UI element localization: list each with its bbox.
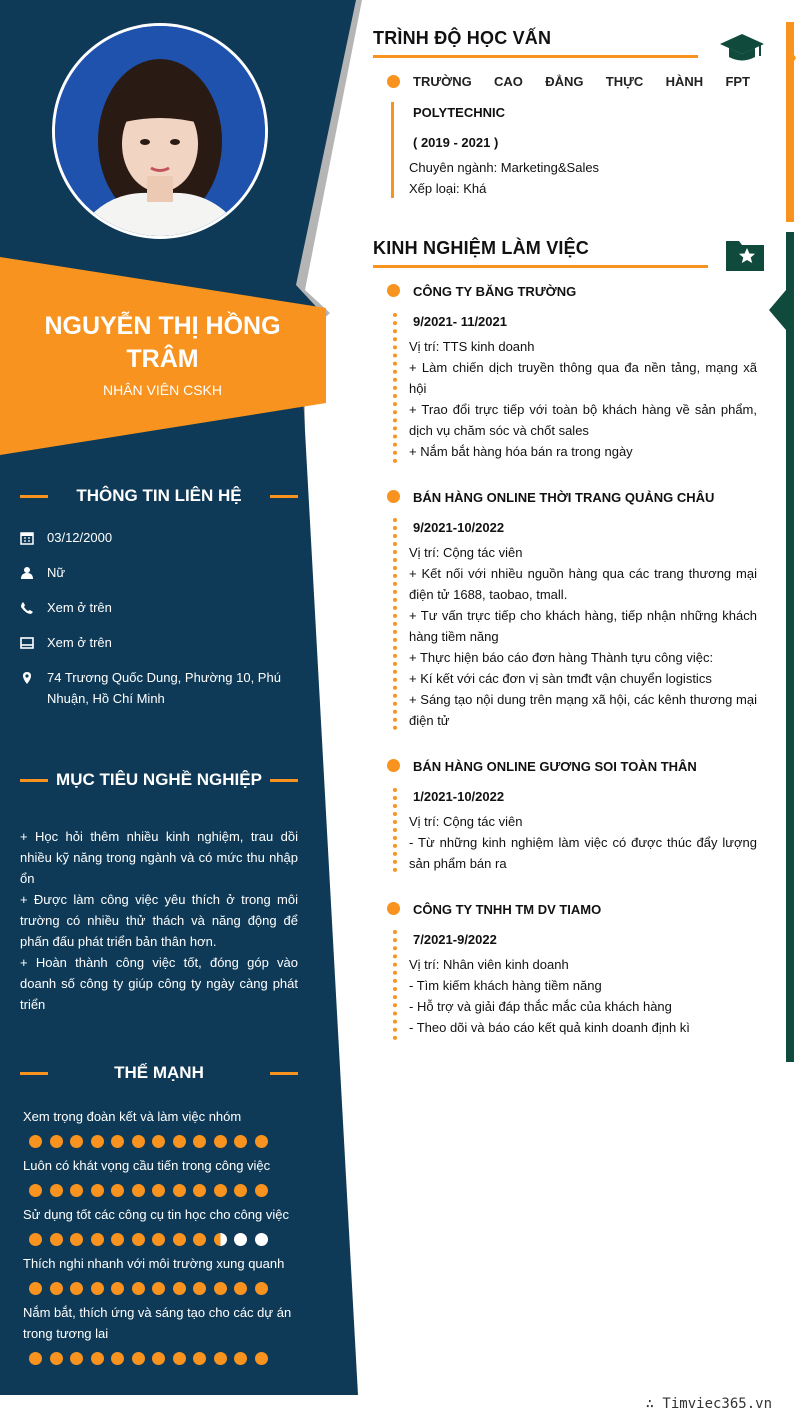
rating-dot xyxy=(70,1135,83,1148)
avatar xyxy=(55,26,265,236)
rating-dot xyxy=(193,1184,206,1197)
rating-dot xyxy=(70,1184,83,1197)
location-icon xyxy=(20,667,47,709)
folder-star-icon xyxy=(725,238,765,277)
experience-underline xyxy=(373,265,708,268)
rating-dot xyxy=(152,1233,165,1246)
job-line: - Từ những kinh nghiệm làm việc có được thúc đẩy lượng sản phẩm bán ra xyxy=(409,835,757,871)
rating-dot xyxy=(234,1282,247,1295)
rating-dot xyxy=(91,1233,104,1246)
experience-heading: KINH NGHIỆM LÀM VIỆC xyxy=(373,238,590,258)
contact-email xyxy=(20,632,300,656)
rating-dot xyxy=(152,1184,165,1197)
rating-dot xyxy=(173,1233,186,1246)
rating-dot xyxy=(234,1135,247,1148)
rating-dot xyxy=(255,1352,268,1365)
job-description xyxy=(409,542,757,731)
job-timeline xyxy=(393,930,397,1040)
avatar-frame xyxy=(52,23,268,239)
rating-dot xyxy=(29,1282,42,1295)
rating-dot xyxy=(214,1233,227,1246)
rating-dot xyxy=(29,1352,42,1365)
email-icon xyxy=(20,632,47,656)
rating-dot xyxy=(50,1184,63,1197)
rating-dot xyxy=(50,1352,63,1365)
job-bullet xyxy=(387,490,400,503)
education-period: ( 2019 - 2021 ) xyxy=(413,135,499,150)
rating-dot xyxy=(29,1184,42,1197)
rating-dot xyxy=(193,1282,206,1295)
heading-bar-right xyxy=(270,1072,298,1075)
job-timeline xyxy=(393,788,397,872)
job-bullet xyxy=(387,902,400,915)
job-line: Vị trí: Cộng tác viên xyxy=(409,545,523,560)
school-word: TRƯỜNG xyxy=(413,74,472,89)
education-bullet xyxy=(387,75,400,88)
job-line: + Sáng tạo nội dung trên mạng xã hội, các kênh thương mại điện tử xyxy=(409,692,757,728)
job-line: + Thực hiện báo cáo đơn hàng Thành tựu công việc: xyxy=(409,650,714,665)
rating-dot xyxy=(111,1135,124,1148)
school-word: THỰC xyxy=(605,74,644,89)
rating-dot xyxy=(111,1352,124,1365)
job-line: Vị trí: TTS kinh doanh xyxy=(409,339,535,354)
rating-dot xyxy=(111,1282,124,1295)
rating-dot xyxy=(70,1352,83,1365)
job-description xyxy=(409,954,757,1038)
watermark: ∴ Timviec365.vn xyxy=(645,1396,772,1412)
job-bullet xyxy=(387,284,400,297)
job-line: + Nắm bắt hàng hóa bán ra trong ngày xyxy=(409,444,633,459)
job-line: + Làm chiến dịch truyền thông qua đa nền tảng, mạng xã hội xyxy=(409,360,757,396)
rating-dot xyxy=(29,1233,42,1246)
strength-rating xyxy=(29,1135,275,1148)
job-bullet xyxy=(387,759,400,772)
rating-dot xyxy=(70,1282,83,1295)
contact-phone xyxy=(20,597,300,621)
strength-rating xyxy=(29,1233,275,1246)
job-period: 7/2021-9/2022 xyxy=(413,932,497,947)
contact-heading xyxy=(20,486,298,506)
rating-dot xyxy=(214,1135,227,1148)
education-major: Chuyên ngành: Marketing&Sales xyxy=(409,160,600,175)
rating-dot xyxy=(214,1282,227,1295)
contact-gender xyxy=(20,562,300,586)
job-company: BÁN HÀNG ONLINE THỜI TRANG QUẢNG CHÂU xyxy=(413,490,715,505)
rating-dot xyxy=(29,1135,42,1148)
portrait-illustration xyxy=(55,26,265,236)
calendar-icon xyxy=(20,527,47,551)
birthday-text: 03/12/2000 xyxy=(47,530,113,545)
rating-dot xyxy=(234,1184,247,1197)
rating-dot xyxy=(132,1184,145,1197)
email-text: Xem ở trên xyxy=(47,635,112,650)
candidate-name: NGUYỄN THỊ HỒNG TRÂM xyxy=(44,312,281,373)
rating-dot xyxy=(193,1352,206,1365)
heading-bar-left xyxy=(20,1072,48,1075)
rating-dot xyxy=(152,1282,165,1295)
rating-dot xyxy=(214,1352,227,1365)
rating-dot xyxy=(50,1233,63,1246)
objective-line: + Được làm công việc yêu thích ở trong môi trường có nhiều thử thách và năng động để phấn đấu phát triển bản thân hơn. xyxy=(20,892,298,949)
school-word: HÀNH xyxy=(665,74,704,89)
school-word: CAO xyxy=(494,74,523,89)
rating-dot xyxy=(132,1282,145,1295)
green-right-edge-bar xyxy=(786,232,794,1062)
rating-dot xyxy=(173,1135,186,1148)
rating-dot xyxy=(214,1184,227,1197)
education-underline xyxy=(373,55,698,58)
rating-dot xyxy=(91,1282,104,1295)
candidate-role: NHÂN VIÊN CSKH xyxy=(102,382,223,398)
contact-address xyxy=(20,667,300,709)
address-text: 74 Trương Quốc Dung, Phường 10, Phú Nhuận, Hồ Chí Minh xyxy=(47,670,281,706)
job-line: + Kết nối với nhiều nguồn hàng qua các trang thương mại điện tử 1688, taobao, tmall. xyxy=(409,566,757,602)
rating-dot xyxy=(173,1282,186,1295)
rating-dot xyxy=(50,1282,63,1295)
rating-dot xyxy=(193,1233,206,1246)
rating-dot xyxy=(152,1135,165,1148)
strengths-heading-text: THẾ MẠNH xyxy=(114,1063,204,1082)
objective-line: + Hoàn thành công việc tốt, đóng góp vào doanh số công ty giúp công ty ngày càng phát triển xyxy=(20,955,298,1012)
job-company: BÁN HÀNG ONLINE GƯƠNG SOI TOÀN THÂN xyxy=(413,759,697,774)
strength-label: Sử dụng tốt các công cụ tin học cho công việc xyxy=(23,1207,289,1222)
job-timeline xyxy=(393,518,397,730)
heading-bar-left xyxy=(20,779,48,782)
rating-dot xyxy=(255,1135,268,1148)
school-word: FPT xyxy=(725,74,750,89)
user-icon xyxy=(20,562,47,586)
school-name-line2: POLYTECHNIC xyxy=(413,105,505,120)
job-line: Vị trí: Cộng tác viên xyxy=(409,814,523,829)
rating-dot xyxy=(132,1135,145,1148)
rating-dot xyxy=(173,1352,186,1365)
strength-rating xyxy=(29,1282,275,1295)
strength-label: Luôn có khát vọng cầu tiến trong công việc xyxy=(23,1158,271,1173)
contact-birthday xyxy=(20,527,300,551)
strengths-heading xyxy=(20,1063,298,1083)
rating-dot xyxy=(91,1352,104,1365)
heading-bar-right xyxy=(270,779,298,782)
rating-dot xyxy=(173,1184,186,1197)
rating-dot xyxy=(132,1352,145,1365)
rating-dot xyxy=(111,1184,124,1197)
rating-dot xyxy=(255,1233,268,1246)
strength-rating xyxy=(29,1352,275,1365)
education-details xyxy=(409,157,757,199)
phone-icon xyxy=(20,597,47,621)
job-line: + Kí kết với các đơn vị sàn tmđt vận chuyển logistics xyxy=(409,671,712,686)
job-timeline xyxy=(393,313,397,463)
green-edge-notch xyxy=(769,290,786,330)
job-description xyxy=(409,811,757,874)
rating-dot xyxy=(132,1233,145,1246)
job-line: Vị trí: Nhân viên kinh doanh xyxy=(409,957,569,972)
heading-bar-right xyxy=(270,495,298,498)
job-period: 9/2021- 11/2021 xyxy=(413,314,507,329)
rating-dot xyxy=(91,1135,104,1148)
school-word: ĐẲNG xyxy=(545,74,584,89)
job-company: CÔNG TY TNHH TM DV TIAMO xyxy=(413,902,602,917)
rating-dot xyxy=(193,1135,206,1148)
heading-bar-left xyxy=(20,495,48,498)
rating-dot xyxy=(111,1233,124,1246)
job-description xyxy=(409,336,757,462)
contact-heading-text: THÔNG TIN LIÊN HỆ xyxy=(76,486,242,505)
job-line: + Tư vấn trực tiếp cho khách hàng, tiếp nhận những khách hàng tiềm năng xyxy=(409,608,757,644)
objective-heading xyxy=(20,770,298,790)
rating-dot xyxy=(50,1135,63,1148)
objective-line: + Học hỏi thêm nhiều kinh nghiệm, trau dồi nhiều kỹ năng trong ngành và có mức thu nhập ổn xyxy=(20,829,298,886)
strength-rating xyxy=(29,1184,275,1197)
job-period: 1/2021-10/2022 xyxy=(413,789,505,804)
rating-dot xyxy=(152,1352,165,1365)
rating-dot xyxy=(234,1233,247,1246)
graduation-cap-icon xyxy=(719,32,765,69)
education-timeline xyxy=(391,102,394,198)
school-name-line1 xyxy=(413,74,750,89)
rating-dot xyxy=(255,1184,268,1197)
objective-body xyxy=(20,826,298,1015)
rating-dot xyxy=(70,1233,83,1246)
rating-dot xyxy=(234,1352,247,1365)
job-period: 9/2021-10/2022 xyxy=(413,520,505,535)
phone-text: Xem ở trên xyxy=(47,600,112,615)
rating-dot xyxy=(91,1184,104,1197)
education-heading: TRÌNH ĐỘ HỌC VẤN xyxy=(373,28,552,48)
job-company: CÔNG TY BĂNG TRƯỜNG xyxy=(413,284,577,299)
rating-dot xyxy=(255,1282,268,1295)
education-grade: Xếp loại: Khá xyxy=(409,181,487,196)
strength-label: Xem trọng đoàn kết và làm việc nhóm xyxy=(23,1109,242,1124)
strength-label: Nắm bắt, thích ứng và sáng tạo cho các dự án trong tương lai xyxy=(23,1305,292,1341)
job-line: + Trao đổi trực tiếp với toàn bộ khách hàng về sản phẩm, dịch vụ chăm sóc và chốt sales xyxy=(409,402,757,438)
job-line: - Hỗ trợ và giải đáp thắc mắc của khách hàng xyxy=(409,999,672,1014)
objective-heading-text: MỤC TIÊU NGHỀ NGHIỆP xyxy=(56,770,262,789)
job-line: - Tìm kiếm khách hàng tiềm năng xyxy=(409,978,602,993)
gender-text: Nữ xyxy=(47,565,66,580)
job-line: - Theo dõi và báo cáo kết quả kinh doanh định kì xyxy=(409,1020,690,1035)
strength-label: Thích nghi nhanh với môi trường xung quanh xyxy=(23,1256,285,1271)
